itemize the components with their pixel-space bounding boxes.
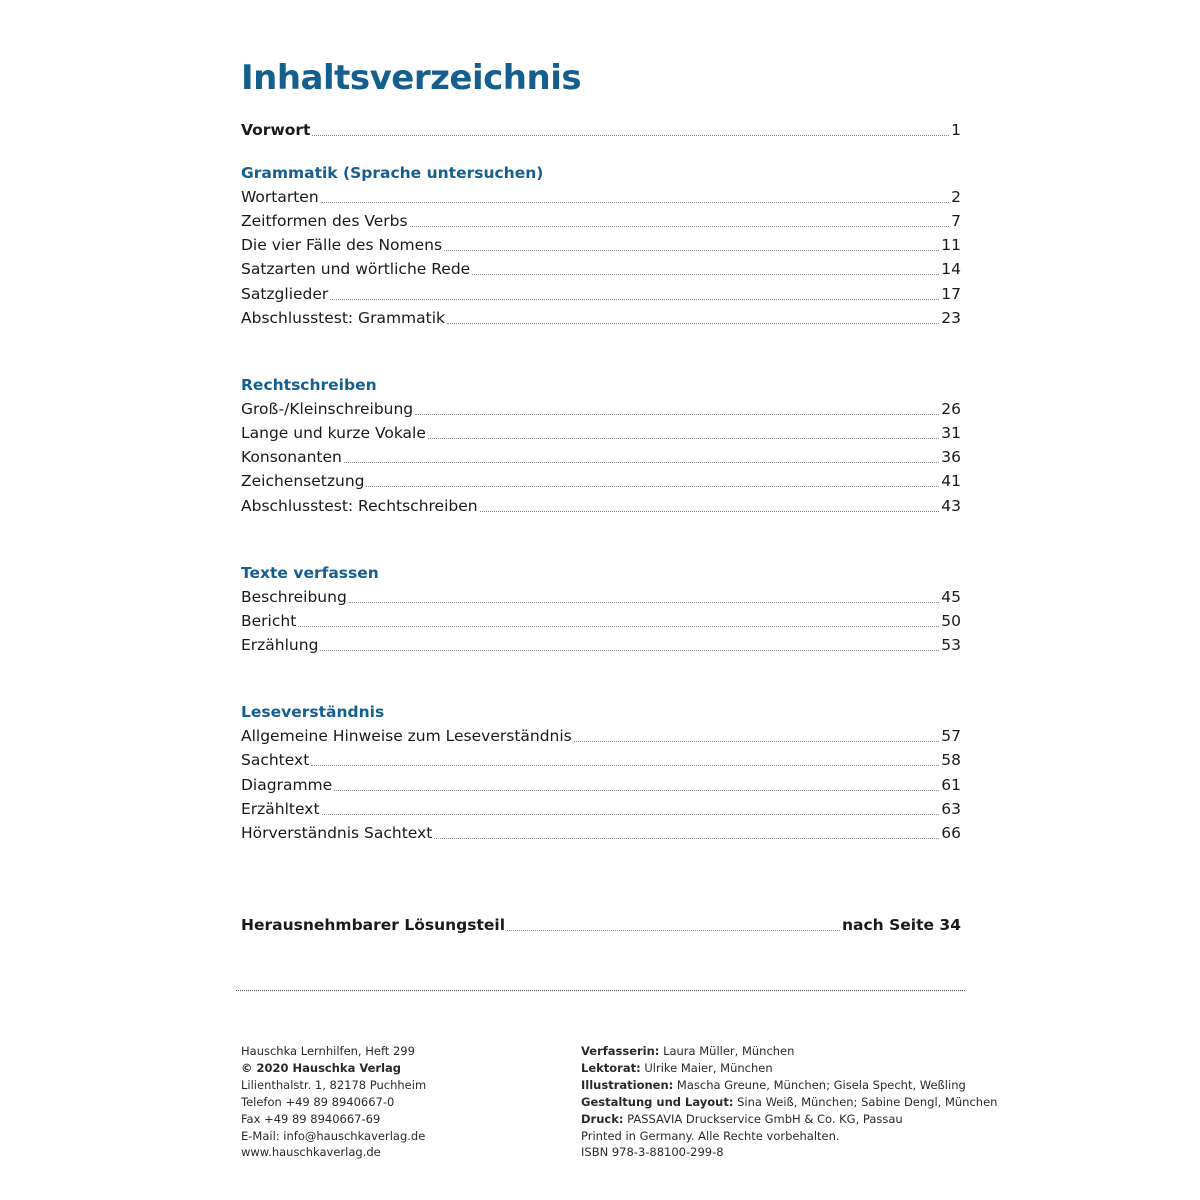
section-heading-rechtschreiben: Rechtschreiben <box>241 376 377 394</box>
imprint-publisher <box>241 1043 426 1161</box>
credit-value: PASSAVIA Druckservice GmbH & Co. KG, Passau <box>627 1111 903 1126</box>
dot-leader <box>349 601 939 603</box>
credit-label: Lektorat: <box>581 1060 641 1075</box>
dot-leader <box>311 764 939 766</box>
toc-entry <box>241 609 961 633</box>
toc-entry-page: 45 <box>941 588 961 606</box>
toc-entry-page: 43 <box>941 497 961 515</box>
toc-entry <box>241 748 961 772</box>
toc-entry-vorwort <box>241 118 961 142</box>
dot-leader <box>334 789 939 791</box>
toc-entry <box>241 421 961 445</box>
credit-author <box>581 1043 997 1060</box>
toc-entry-label: Vorwort <box>241 121 311 139</box>
imprint-phone: Telefon +49 89 8940667-0 <box>241 1094 395 1109</box>
dot-leader <box>322 813 940 815</box>
toc-entry-label: Erzähltext <box>241 800 320 818</box>
toc-entry <box>241 773 961 797</box>
toc-entry-page: 26 <box>941 400 961 418</box>
toc-entry <box>241 445 961 469</box>
toc-entry-page: 11 <box>941 236 961 254</box>
toc-entry <box>241 185 961 209</box>
toc-entry-page: 2 <box>951 188 961 206</box>
toc-entry <box>241 494 961 518</box>
toc-entry-label: Abschlusstest: Rechtschreiben <box>241 497 478 515</box>
dot-leader <box>320 649 939 651</box>
section-heading-texte-verfassen: Texte verfassen <box>241 564 379 582</box>
toc-entry-label: Sachtext <box>241 751 310 769</box>
toc-entry-page: 7 <box>951 212 961 230</box>
dot-leader <box>312 134 949 136</box>
dot-leader <box>366 485 939 487</box>
toc-entry-page: 14 <box>941 260 961 278</box>
toc-entry-page: 57 <box>941 727 961 745</box>
toc-entry-label: Zeitformen des Verbs <box>241 212 408 230</box>
dot-leader <box>428 437 939 439</box>
credit-label: Gestaltung und Layout: <box>581 1094 734 1109</box>
section-heading-grammatik: Grammatik (Sprache untersuchen) <box>241 164 544 182</box>
toc-entry <box>241 209 961 233</box>
imprint-fax: Fax +49 89 8940667-69 <box>241 1111 381 1126</box>
dot-leader <box>507 929 840 931</box>
imprint-series: Hauschka Lernhilfen, Heft 299 <box>241 1044 415 1058</box>
dot-leader <box>330 298 939 300</box>
footer-divider <box>236 990 965 991</box>
toc-entry-page: 41 <box>941 472 961 490</box>
toc-entry-solutions <box>241 913 961 937</box>
toc-entry <box>241 797 961 821</box>
toc-entry-page: 61 <box>941 776 961 794</box>
toc-entry-label: Hörverständnis Sachtext <box>241 824 433 842</box>
toc-entry-label: Allgemeine Hinweise zum Leseverständnis <box>241 727 572 745</box>
toc-entry-page: 31 <box>941 424 961 442</box>
toc-entry-label: Beschreibung <box>241 588 347 606</box>
dot-leader <box>480 510 940 512</box>
page-title: Inhaltsverzeichnis <box>241 58 582 98</box>
toc-entry-page: 58 <box>941 751 961 769</box>
credit-value: Sina Weiß, München; Sabine Dengl, München <box>737 1094 998 1109</box>
toc-entry-page: 36 <box>941 448 961 466</box>
toc-entry-label: Konsonanten <box>241 448 342 466</box>
dot-leader <box>434 837 939 839</box>
toc-entry-page: 63 <box>941 800 961 818</box>
credit-print <box>581 1111 997 1128</box>
toc-entry-label: Satzarten und wörtliche Rede <box>241 260 471 278</box>
toc-entry-label: Lange und kurze Vokale <box>241 424 426 442</box>
toc-entry-label: Abschlusstest: Grammatik <box>241 309 445 327</box>
toc-entry-page: 53 <box>941 636 961 654</box>
credit-rights: Printed in Germany. Alle Rechte vorbehalten. <box>581 1128 840 1143</box>
dot-leader <box>415 413 939 415</box>
imprint-address: Lilienthalstr. 1, 82178 Puchheim <box>241 1077 427 1092</box>
toc-entry-page: nach Seite 34 <box>842 916 961 934</box>
imprint-email: E-Mail: info@hauschkaverlag.de <box>241 1128 426 1143</box>
section-heading-leseverstaendnis: Leseverständnis <box>241 703 385 721</box>
toc-entry <box>241 724 961 748</box>
toc-entry <box>241 469 961 493</box>
toc-entry-page: 17 <box>941 285 961 303</box>
toc-entry-label: Zeichensetzung <box>241 472 365 490</box>
toc-entry-page: 50 <box>941 612 961 630</box>
dot-leader <box>574 740 940 742</box>
dot-leader <box>298 625 939 627</box>
credit-value: Mascha Greune, München; Gisela Specht, Weßling <box>676 1077 966 1092</box>
toc-entry-label: Die vier Fälle des Nomens <box>241 236 443 254</box>
credit-label: Verfasserin: <box>581 1044 660 1058</box>
credit-editor <box>581 1060 997 1077</box>
toc-entry-label: Herausnehmbarer Lösungsteil <box>241 916 506 934</box>
dot-leader <box>444 249 939 251</box>
credit-isbn: ISBN 978-3-88100-299-8 <box>581 1145 724 1160</box>
dot-leader <box>321 201 949 203</box>
dot-leader <box>410 225 950 227</box>
credit-design <box>581 1094 997 1111</box>
toc-entry <box>241 397 961 421</box>
toc-entry <box>241 282 961 306</box>
toc-entry <box>241 257 961 281</box>
credit-value: Ulrike Maier, München <box>644 1060 773 1075</box>
imprint-copyright: © 2020 Hauschka Verlag <box>241 1060 402 1075</box>
toc-entry-page: 23 <box>941 309 961 327</box>
toc-entry <box>241 585 961 609</box>
toc-entry-page: 1 <box>951 121 961 139</box>
credit-illustrations <box>581 1077 997 1094</box>
toc-entry <box>241 306 961 330</box>
credit-value: Laura Müller, München <box>663 1044 795 1058</box>
toc-entry <box>241 821 961 845</box>
toc-entry-label: Satzglieder <box>241 285 329 303</box>
toc-entry-label: Wortarten <box>241 188 319 206</box>
dot-leader <box>344 461 939 463</box>
toc-entry-label: Bericht <box>241 612 297 630</box>
toc-entry-label: Diagramme <box>241 776 333 794</box>
toc-entry-page: 66 <box>941 824 961 842</box>
dot-leader <box>447 322 939 324</box>
dot-leader <box>472 273 939 275</box>
credit-label: Illustrationen: <box>581 1077 674 1092</box>
credit-label: Druck: <box>581 1111 624 1126</box>
toc-entry <box>241 233 961 257</box>
imprint-credits <box>581 1043 997 1161</box>
toc-entry-label: Erzählung <box>241 636 319 654</box>
toc-entry <box>241 633 961 657</box>
imprint-website: www.hauschkaverlag.de <box>241 1145 381 1160</box>
toc-entry-label: Groß-/Kleinschreibung <box>241 400 414 418</box>
